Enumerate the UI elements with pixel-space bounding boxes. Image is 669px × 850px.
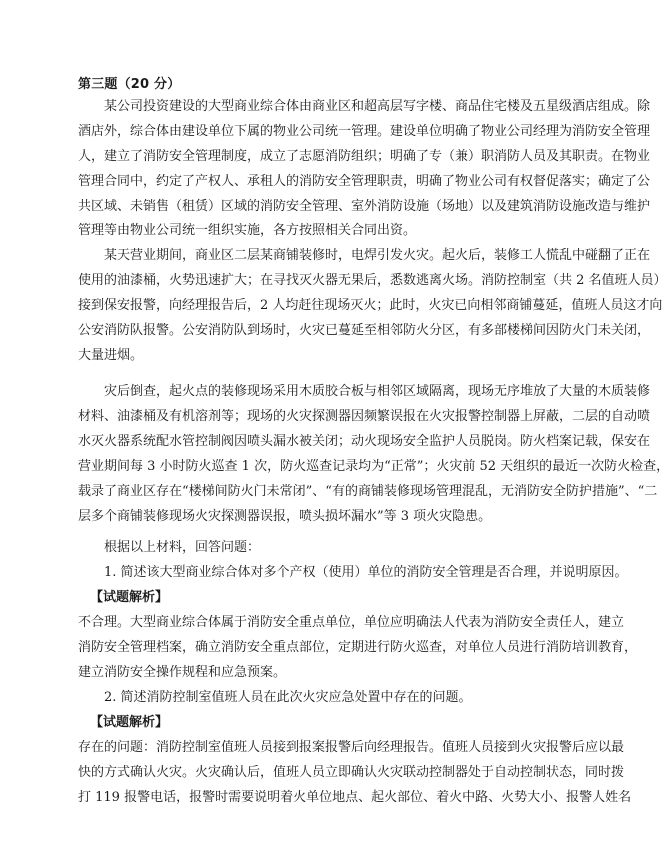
answer-prompt: 根据以上材料，回答问题：	[104, 540, 261, 555]
para1-line: 管理合同中，约定了产权人、承租人的消防安全管理职责，明确了物业公司有权督促落实；确定了公	[78, 174, 651, 189]
answer-1-line: 不合理。大型商业综合体属于消防安全重点单位，单位应明确法人代表为消防安全责任人，建立	[78, 615, 625, 630]
question-heading: 第三题（20 分）	[78, 77, 181, 92]
para2-line: 接到保安报警，向经理报告后，2 人均赶往现场灭火；此时，火灾已向相邻商铺蔓延，值班人员这才向	[78, 298, 663, 313]
answer-1-line: 建立消防安全操作规程和应急预案。	[78, 665, 287, 680]
para1-line: 某公司投资建设的大型商业综合体由商业区和超高层写字楼、商品住宅楼及五星级酒店组成。除	[104, 99, 651, 114]
para3-line: 材料、油漆桶及有机溶剂等；现场的火灾探测器因频繁误报在火灾报警控制器上屏蔽，二层的自动喷	[78, 409, 651, 424]
para3-line: 水灭火器系统配水管控制阀因喷头漏水被关闭；动火现场安全监护人员脱岗。防火档案记载，保安在	[78, 434, 651, 449]
para1-line: 酒店外，综合体由建设单位下属的物业公司统一管理。建设单位明确了物业公司经理为消防安全管理	[78, 124, 651, 139]
para3-line: 营业期间每 3 小时防火巡查 1 次，防火巡查记录均为“正常”；火灾前 52 天组织的最近一次防火检查，	[78, 459, 669, 474]
para2-line: 某天营业期间，商业区二层某商铺装修时，电焊引发火灾。起火后，装修工人慌乱中碰翻了正在	[104, 248, 651, 263]
analysis-label: 【试题解析】	[90, 715, 169, 730]
analysis-label: 【试题解析】	[90, 590, 169, 605]
answer-2-line: 存在的问题：消防控制室值班人员接到报案报警后向经理报告。值班人员接到火灾报警后应以最	[78, 740, 625, 755]
answer-1-line: 消防安全管理档案，确立消防安全重点部位，定期进行防火巡查，对单位人员进行消防培训教育，	[78, 640, 638, 655]
answer-2-line: 快的方式确认火灾。火灾确认后，值班人员立即确认火灾联动控制器处于自动控制状态，同时拨	[78, 765, 625, 780]
para1-line: 共区域、未销售（租赁）区域的消防安全管理、室外消防设施（场地）以及建筑消防设施改造与维护	[78, 199, 651, 214]
para3-line: 灾后倒查，起火点的装修现场采用木质胶合板与相邻区域隔离，现场无序堆放了大量的木质装修	[104, 384, 651, 399]
para2-line: 大量进烟。	[78, 348, 144, 363]
para3-line: 层多个商铺装修现场火灾探测器误报，喷头损坏漏水”等 3 项火灾隐患。	[78, 509, 492, 524]
question-2: 2. 简述消防控制室值班人员在此次火灾应急处置中存在的问题。	[104, 690, 472, 705]
para1-line: 管理等由物业公司统一组织实施，各方按照相关合同出资。	[78, 223, 417, 238]
para3-line: 载录了商业区存在“楼梯间防火门未常闭”、“有的商铺装修现场管理混乱，无消防安全防护措施”、“二	[78, 484, 658, 499]
question-1: 1. 简述该大型商业综合体对多个产权（使用）单位的消防安全管理是否合理，并说明原因。	[104, 565, 628, 580]
para2-line: 公安消防队报警。公安消防队到场时，火灾已蔓延至相邻防火分区，有多部楼梯间因防火门未关闭，	[78, 323, 651, 338]
para2-line: 使用的油漆桶，火势迅速扩大；在寻找灭火器无果后，悉数逃离火场。消防控制室（共 2 名值班人员）	[78, 273, 667, 288]
answer-2-line: 打 119 报警电话，报警时需要说明着火单位地点、起火部位、着火中路、火势大小、报警人姓名	[78, 790, 632, 805]
para1-line: 人，建立了消防安全管理制度，成立了志愿消防组织；明确了专（兼）职消防人员及其职责。在物业	[78, 149, 651, 164]
